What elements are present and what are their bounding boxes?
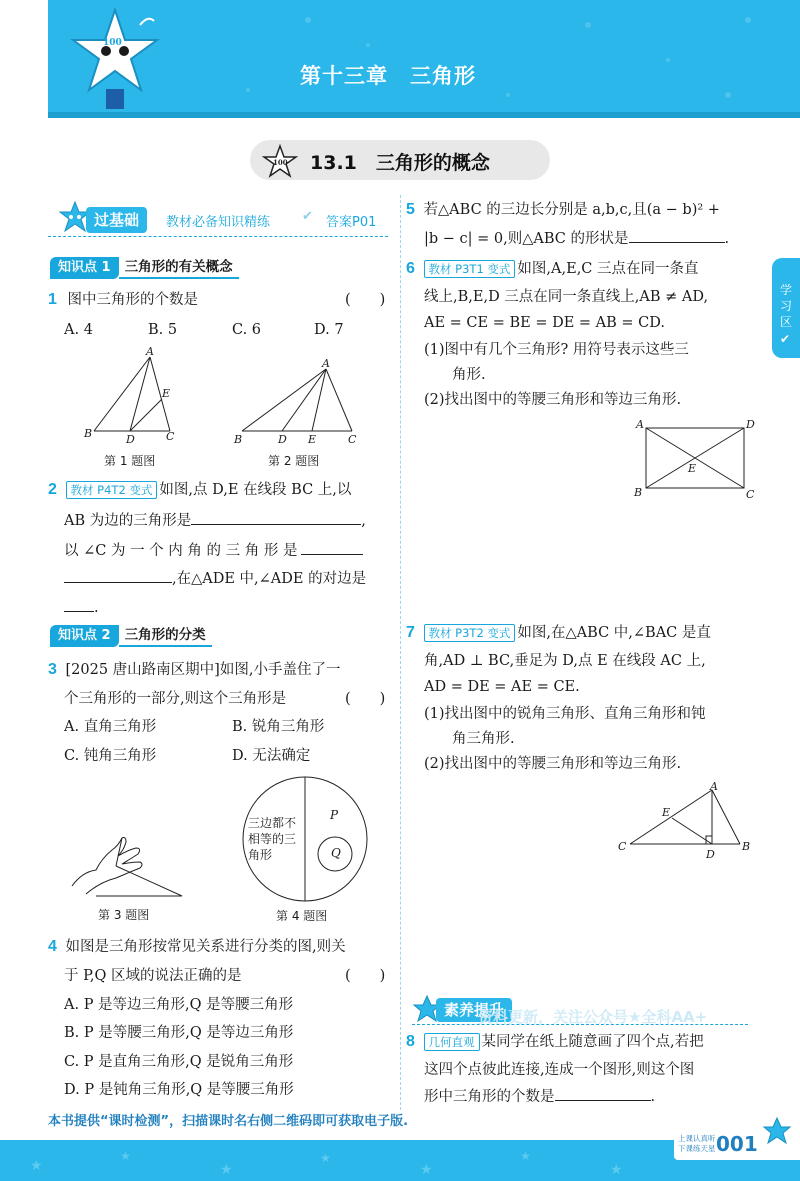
question-2: 2 教材 P4T2 变式 如图,点 D,E 在线段 BC 上,以 xyxy=(48,481,352,498)
q3-option-b[interactable]: B. 锐角三角形 xyxy=(232,719,325,735)
svg-text:E: E xyxy=(308,433,317,446)
answer-blank[interactable] xyxy=(629,229,725,243)
question-1: 1 图中三角形的个数是 xyxy=(48,291,199,308)
basics-banner-subtitle: 教材必备知识精练 xyxy=(166,215,271,230)
svg-text:D: D xyxy=(706,848,715,861)
q1-option-a[interactable]: A. 4 xyxy=(64,322,93,338)
knowledge-point-title: 三角形的有关概念 xyxy=(119,257,239,279)
question-7-sub-1b: 角三角形. xyxy=(452,731,515,747)
chapter-title: 第十三章 三角形 xyxy=(300,64,476,88)
svg-text:A: A xyxy=(146,345,154,358)
svg-text:B: B xyxy=(84,427,93,440)
question-4: 4 如图是三角形按常见关系进行分类的图,则关 xyxy=(48,938,346,955)
knowledge-point-1 xyxy=(50,256,239,280)
svg-text:D: D xyxy=(278,433,287,446)
skill-tag: 几何直观 xyxy=(424,1033,480,1051)
question-5: 5 若△ABC 的三边长分别是 a,b,c,且(a − b)² + xyxy=(406,201,720,218)
q4-option-c[interactable]: C. P 是直角三角形,Q 是锐角三角形 xyxy=(64,1054,294,1070)
textbook-tag: 教材 P3T2 变式 xyxy=(424,624,516,642)
basics-banner-title: 过基础 xyxy=(86,207,147,233)
column-divider xyxy=(400,195,401,1110)
svg-text:100: 100 xyxy=(103,38,122,48)
svg-text:★: ★ xyxy=(220,1162,233,1178)
question-1-paren: ( ) xyxy=(345,292,386,308)
question-2-line-2: AB 为边的三角形是 , xyxy=(64,513,366,529)
question-4-line-2: 于 P,Q 区域的说法正确的是 xyxy=(64,968,242,984)
question-7-line-2: 角,AD ⊥ BC,垂足为 D,点 E 在线段 AC 上, xyxy=(424,653,706,669)
question-5-line-2: |b − c| = 0,则△ABC 的形状是 . xyxy=(424,231,730,247)
q3-option-d[interactable]: D. 无法确定 xyxy=(232,748,311,764)
svg-text:B: B xyxy=(234,433,243,446)
q4-option-d[interactable]: D. P 是钝角三角形,Q 是等腰三角形 xyxy=(64,1082,294,1098)
svg-text:E: E xyxy=(688,462,697,475)
question-3-paren: ( ) xyxy=(345,691,386,707)
question-6-sub-1b: 角形. xyxy=(452,367,486,383)
header-star-pattern xyxy=(48,0,800,118)
side-tab-check-icon: ✔ xyxy=(780,332,791,346)
side-tab-label: 学习区 xyxy=(779,283,792,329)
svg-text:★: ★ xyxy=(30,1158,43,1174)
svg-text:★: ★ xyxy=(420,1162,433,1178)
knowledge-point-2 xyxy=(50,624,212,648)
svg-text:★: ★ xyxy=(610,1162,623,1178)
question-7-line-3: AD = DE = AE = CE. xyxy=(424,679,580,695)
figure-1 xyxy=(80,345,190,445)
question-7-sub-1: (1)找出图中的锐角三角形、直角三角形和钝 xyxy=(424,706,706,722)
figure-4-left-text: 三边都不 相等的三 角形 xyxy=(248,816,297,862)
question-8-line-3: 形中三角形的个数是 . xyxy=(424,1089,656,1105)
q1-option-b[interactable]: B. 5 xyxy=(148,322,178,338)
q3-option-a[interactable]: A. 直角三角形 xyxy=(64,719,157,735)
answer-blank[interactable] xyxy=(191,511,361,525)
svg-text:D: D xyxy=(746,418,755,431)
svg-text:★: ★ xyxy=(320,1151,331,1165)
figure-2-caption: 第 2 题图 xyxy=(268,454,320,468)
q4-option-a[interactable]: A. P 是等边三角形,Q 是等腰三角形 xyxy=(64,997,294,1013)
watermark: 资料更新，关注公众号★全科AA+ xyxy=(478,1008,708,1026)
figure-6 xyxy=(632,414,762,504)
question-6-line-3: AE = CE = BE = DE = AB = CD. xyxy=(424,315,665,331)
answer-blank[interactable] xyxy=(64,569,172,583)
knowledge-point-title: 三角形的分类 xyxy=(119,625,212,647)
question-2-line-3: 以 ∠C 为 一 个 内 角 的 三 角 形 是 xyxy=(64,541,363,561)
improve-banner-title: 素养提升 xyxy=(436,998,512,1022)
textbook-tag: 教材 P3T1 变式 xyxy=(424,260,516,278)
svg-text:100: 100 xyxy=(273,158,288,167)
footer-mascot-icon xyxy=(762,1116,792,1146)
answer-ref: 答案P01 xyxy=(326,215,377,230)
question-6: 6 教材 P3T1 变式 如图,A,E,C 三点在同一条直 xyxy=(406,260,699,277)
svg-text:B: B xyxy=(634,486,643,499)
question-6-line-2: 线上,B,E,D 三点在同一条直线上,AB ≠ AD, xyxy=(424,289,709,305)
svg-text:C: C xyxy=(618,840,627,853)
section-title: 13.1 三角形的概念 xyxy=(310,152,490,174)
q4-option-b[interactable]: B. P 是等腰三角形,Q 是等边三角形 xyxy=(64,1025,294,1041)
header-corner-tab xyxy=(0,0,48,118)
figure-4-caption: 第 4 题图 xyxy=(276,909,328,923)
knowledge-point-badge: 知识点 1 xyxy=(50,257,119,279)
svg-text:C: C xyxy=(166,430,175,443)
figure-4-q-label: Q xyxy=(331,846,341,860)
svg-text:A: A xyxy=(710,780,718,793)
footer-notice: 本书提供“课时检测”，扫描课时名右侧二维码即可获取电子版. xyxy=(48,1114,409,1129)
question-3: 3 [2025 唐山路南区期中]如图,小手盖住了一 xyxy=(48,661,341,678)
question-6-sub-2: (2)找出图中的等腰三角形和等边三角形. xyxy=(424,392,682,408)
mascot-icon xyxy=(70,5,160,115)
svg-text:E: E xyxy=(662,806,671,819)
svg-text:C: C xyxy=(348,433,357,446)
q1-option-c[interactable]: C. 6 xyxy=(232,322,262,338)
svg-text:B: B xyxy=(742,840,751,853)
svg-text:A: A xyxy=(322,357,330,370)
header-bottom-stripe xyxy=(48,112,800,118)
answer-blank[interactable] xyxy=(555,1087,651,1101)
figure-3-caption: 第 3 题图 xyxy=(98,908,150,922)
knowledge-point-badge: 知识点 2 xyxy=(50,625,119,647)
figure-7 xyxy=(616,778,756,868)
question-8: 8 几何直观 某同学在纸上随意画了四个点,若把 xyxy=(406,1033,704,1050)
question-7-sub-2: (2)找出图中的等腰三角形和等边三角形. xyxy=(424,756,682,772)
figure-1-caption: 第 1 题图 xyxy=(104,454,156,468)
answer-blank[interactable] xyxy=(301,541,363,555)
svg-text:A: A xyxy=(636,418,644,431)
check-icon: ✔ xyxy=(302,209,313,224)
q1-option-d[interactable]: D. 7 xyxy=(314,322,344,338)
question-7: 7 教材 P3T2 变式 如图,在△ABC 中,∠BAC 是直 xyxy=(406,624,711,641)
chapter-header xyxy=(48,0,800,118)
question-6-sub-1: (1)图中有几个三角形? 用符号表示这些三 xyxy=(424,342,689,358)
basics-banner-underline xyxy=(48,236,388,237)
svg-text:D: D xyxy=(126,433,135,445)
figure-3-hand xyxy=(66,832,196,902)
svg-text:E: E xyxy=(162,387,171,400)
footer-slogan: 上课认真听 下课练天星 xyxy=(678,1134,716,1153)
question-2-line-5: . xyxy=(64,598,99,618)
figure-4-p-label: P xyxy=(330,808,339,822)
question-2-line-4: ,在△ADE 中,∠ADE 的对边是 xyxy=(64,569,366,589)
svg-text:C: C xyxy=(746,488,755,501)
svg-text:★: ★ xyxy=(120,1149,131,1163)
question-4-paren: ( ) xyxy=(345,968,386,984)
q3-option-c[interactable]: C. 钝角三角形 xyxy=(64,748,157,764)
textbook-tag: 教材 P4T2 变式 xyxy=(66,481,158,499)
question-8-line-2: 这四个点彼此连接,连成一个图形,则这个图 xyxy=(424,1062,695,1078)
svg-text:★: ★ xyxy=(520,1149,531,1163)
figure-2 xyxy=(232,355,372,455)
answer-blank[interactable] xyxy=(64,598,94,612)
section-star-icon xyxy=(262,144,298,178)
question-3-line-2: 个三角形的一部分,则这个三角形是 xyxy=(64,691,287,707)
page-number: 001 xyxy=(716,1132,758,1156)
